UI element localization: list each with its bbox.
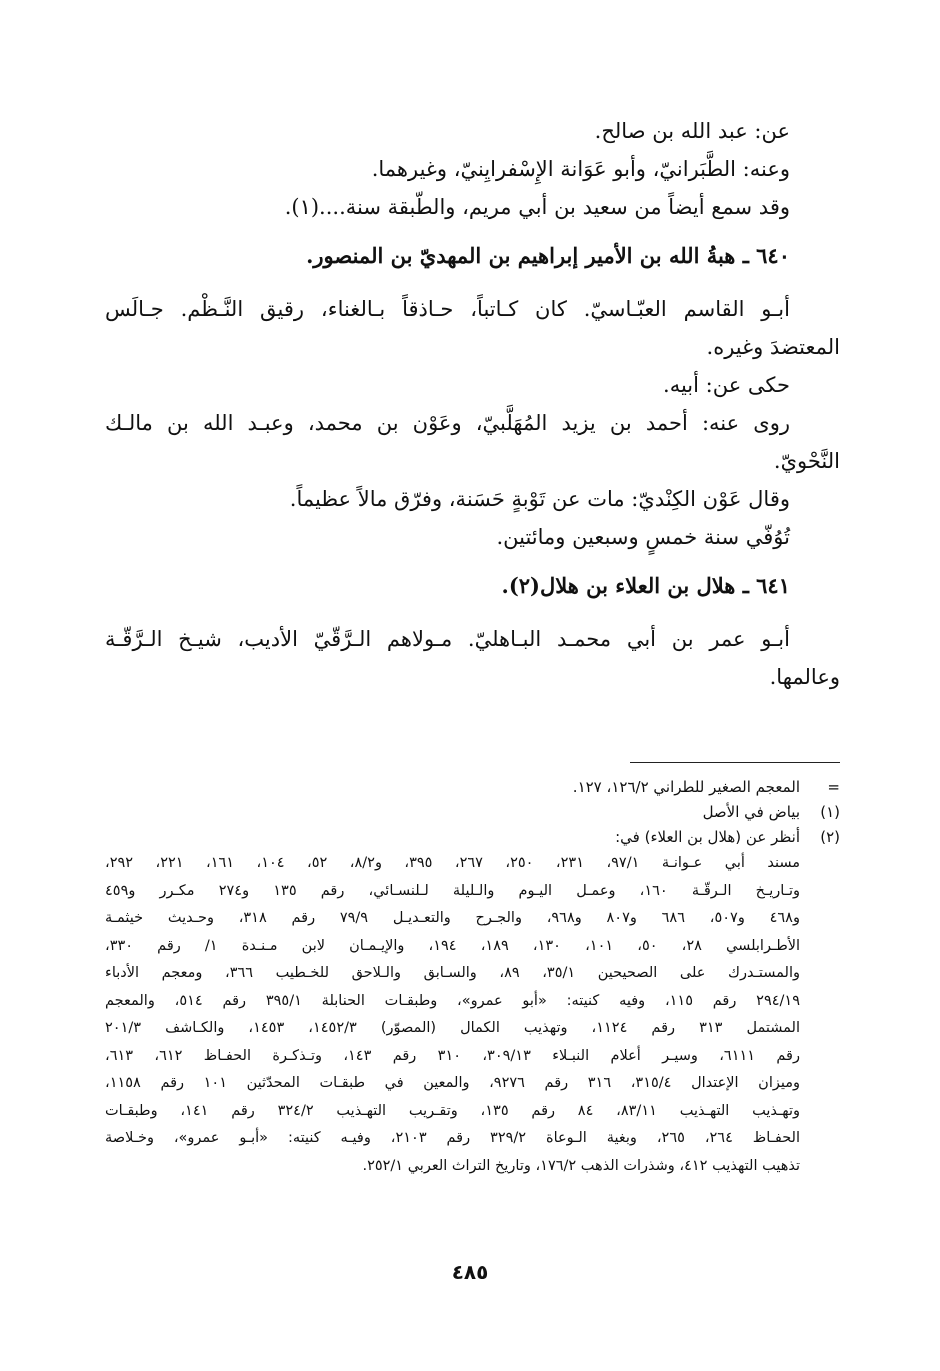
footnote-text: أنظر عن (هلال بن العلاء) في: xyxy=(615,828,800,846)
footnote-line: وميزان الإعتدال ٣١٥/٤، ٣١٦ رقم ٩٢٧٦، والمعين في طبقـات المحدّثين ١٠١ رقم ١١٥٨، xyxy=(105,1075,800,1091)
footnote-marker: (١) xyxy=(820,803,840,821)
footnote-separator xyxy=(630,762,840,763)
text-line: أبـو عمر بن أبي محمـد البـاهليّ. مـولاهم الـرَّقّيّ الأديب، شيـخ الـرَّقّـة xyxy=(105,627,790,651)
footnote-2-references xyxy=(105,850,840,1180)
footnote-line: رقم ٦١١١، وسيـر أعلام النبـلاء ٣٠٩/١٣، ٣١٠ رقم ١٤٣، وتـذكـرة الحفـاظ ٦١٢، ٦١٣، xyxy=(105,1047,800,1064)
footnote-text: بياض في الأصل xyxy=(702,803,800,821)
footnote-line: المشتمل ٣١٣ رقم ١١٢٤، وتهذيب الكمال (المصوّر) ١٤٥٢/٣، ١٤٥٣، والكـاشف ٢٠١/٣ xyxy=(105,1020,800,1036)
footnote-line: الحفـاظ ٢٦٤، ٢٦٥، وبغية الـوعاة ٣٢٩/٢ رقم ٢١٠٣، وفيـه كنيته: «أبـو عمرو»، وخـلاصة xyxy=(105,1130,800,1146)
text-line: عن: عبد الله بن صالح. xyxy=(594,119,790,143)
footnote-2 xyxy=(105,825,840,850)
text-line: تُوُفّي سنة خمسٍ وسبعين ومائتين. xyxy=(496,525,790,549)
text-line: وعالمها. xyxy=(769,665,840,689)
footnote-1 xyxy=(105,800,840,825)
main-text xyxy=(105,112,840,696)
footnote-continuation xyxy=(105,775,840,800)
footnote-line: وتـاريـخ الـرقّـة ١٦٠، وعمـل اليـوم والـليلة لـلنسـائي، رقم ١٣٥ و٢٧٤ مكـرر و٤٥٩ xyxy=(105,882,800,899)
text-line: وقد سمع أيضاً من سعيد بن أبي مريم، والطّبقة سنة....(١). xyxy=(284,195,790,219)
footnote-text: المعجم الصغير للطراني ١٢٦/٢، ١٢٧. xyxy=(572,778,800,796)
footnote-marker: (٢) xyxy=(820,828,840,846)
footnotes xyxy=(105,775,840,1180)
text-line: روى عنه: أحمد بن يزيد المُهَلَّبيّ، وعَوْن بن محمد، وعبـد الله بن مالـك xyxy=(105,411,790,435)
text-line: حكى عن: أبيه. xyxy=(663,373,790,397)
text-line: النَّحْويّ. xyxy=(773,449,840,473)
footnote-marker: = xyxy=(827,778,840,796)
footnote-line: ٢٩٤/١٩ رقم ١١٥، وفيه كنيته: «أبو عمرو»، وطبقـات الحنابلة ٣٩٥/١ رقم ٥١٤، والمعجم xyxy=(105,992,800,1009)
footnote-line: وتهـذيب التهـذيب ٨٣/١١، ٨٤ رقم ١٣٥، وتقـريب التهـذيب ٣٢٤/٢ رقم ١٤١، وطبقـات xyxy=(105,1102,800,1119)
footnote-line: الأطـرابلسي ٢٨، ٥٠، ١٠١، ١٣٠، ١٨٩، ١٩٤، والإيـمـان لابن مـنـدة ١/ رقم ٣٣٠، xyxy=(105,937,800,954)
text-line: وعنه: الطَّبَرانيّ، وأبو عَوَانة الإِسْفرايِنيّ، وغيرهما. xyxy=(371,157,790,181)
footnote-line: تذهيب التهذيب ٤١٢، وشذرات الذهب ١٧٦/٢، وتاريخ التراث العربي ٢٥٢/١. xyxy=(362,1157,800,1174)
text-line: المعتضدَ وغيره. xyxy=(706,335,840,359)
footnote-line: و٤٦٨ و٥٠٧، ٦٨٦ و٨٠٧ و٩٦٨، والجـرح والتعـديـل ٧٩/٩ رقم ٣١٨، وحـديث خيثمـة xyxy=(105,910,800,926)
footnote-line: مسند أبي عـوانـة ٩٧/١، ٢٣١، ٢٥٠، ٢٦٧، ٣٩٥، و٨/٢، ٥٢، ١٠٤، ١٦١، ٢٢١، ٢٩٢، xyxy=(105,855,800,871)
footnote-line: والمستـدرك على الصحيحين ٣٥/١، ٨٩، والسـابق والـلاحق للخـطيب ٣٦٦، ومعجم الأدباء xyxy=(105,965,800,981)
text-line: أبـو القاسم العبّـاسيّ. كان كـاتباً، حـاذقاً بـالغناء، رقيق النَّـظْم. جـالَس xyxy=(105,297,790,321)
entry-heading-640: ٦٤٠ ـ هبةُ الله بن الأمير إبراهيم بن المهديّ بن المنصور. xyxy=(306,243,790,268)
entry-heading-641: ٦٤١ ـ هلال بن العلاء بن هلال(٢). xyxy=(501,573,790,598)
page-number: ٤٨٥ xyxy=(451,1260,489,1284)
text-line: وقال عَوْن الكِنْديّ: مات عن تَوْبةٍ حَسَنة، وفرّق مالاً عظيماً. xyxy=(289,487,790,511)
